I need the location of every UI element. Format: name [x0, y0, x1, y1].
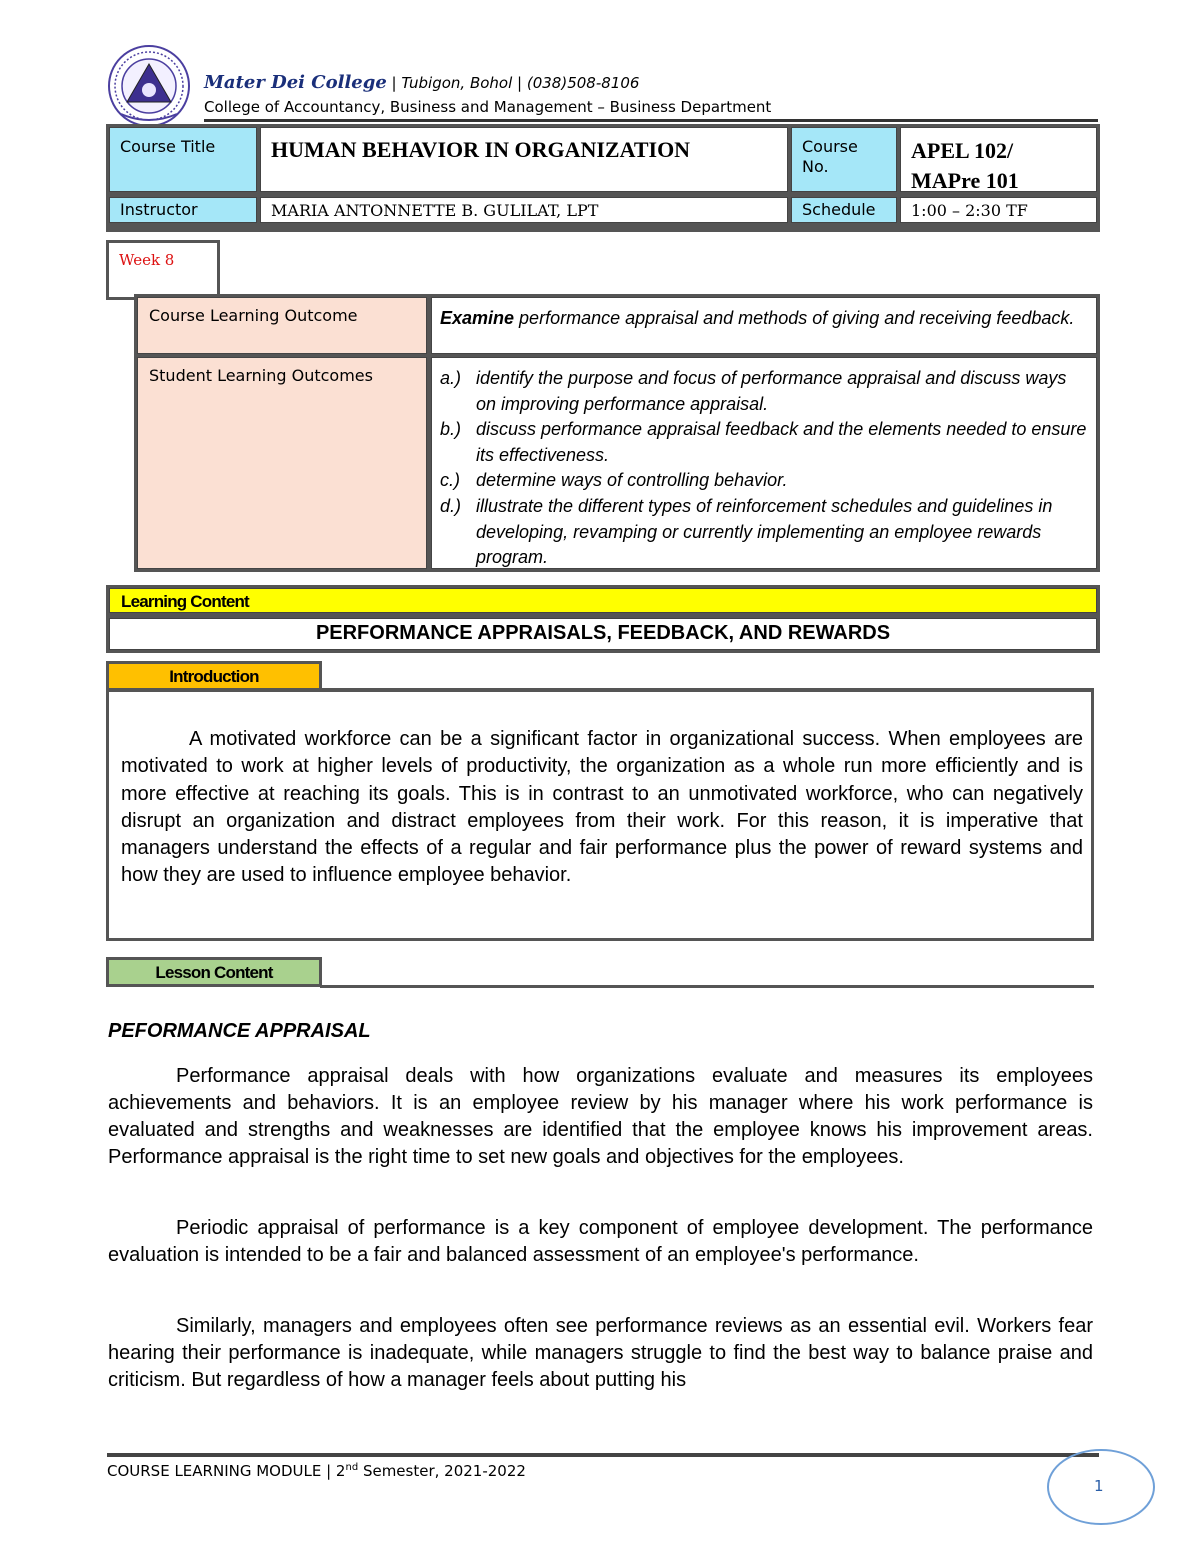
course-no-label [792, 128, 896, 186]
introduction-paragraph: A motivated workforce can be a significant factor in organizational success. When employees are motivated to work at higher levels of productivity, the organization as a whole run more efficiently and is more effective at reaching its goals. This is in contrast to an unmotivated workforce, who can negatively disrupt an organization and distract employees from their work. For this reason, it is imperative that managers understand the effects of a regular and fair performance plus the power of reward systems and how they are used to influence employee behavior. [121, 728, 1083, 887]
list-text: determine ways of controlling behavior. [476, 470, 788, 491]
page-number: 1 [1094, 1477, 1104, 1495]
course-title-label: Course Title [120, 137, 216, 156]
course-no-line2: MAPre 101 [911, 168, 1019, 193]
course-no-label-cell [791, 127, 897, 192]
instructor-label-cell [109, 197, 257, 223]
footer-ordinal: nd [345, 1462, 359, 1473]
clo-description: performance appraisal and methods of giving and receiving feedback. [514, 308, 1075, 328]
learning-content-box [106, 585, 1100, 653]
course-info-table [106, 124, 1100, 232]
introduction-label: Introduction [169, 667, 259, 686]
week-tab [106, 240, 220, 300]
learning-content-title-cell [109, 618, 1097, 650]
clo-label-cell [137, 297, 427, 354]
list-marker: c.) [440, 470, 460, 491]
college-location: | Tubigon, Bohol | (038)508-8106 [386, 74, 640, 92]
list-item [440, 468, 1088, 494]
header-rule [204, 119, 1098, 122]
lesson-tab-rule [320, 985, 1094, 988]
learning-content-label-cell [109, 588, 1097, 613]
department-name: College of Accountancy, Business and Management – Business Department [204, 98, 772, 116]
lesson-paragraph-2: Periodic appraisal of performance is a key component of employee development. The performance evaluation is intended to be a fair and balanced assessment of an employee's performance. [108, 1217, 1093, 1266]
lesson-paragraph-3: Similarly, managers and employees often see performance reviews as an essential evil. Workers fear hearing their performance is inadequate, while managers struggle to find the best way to balance praise and criticism. But regardless of how a manager feels about putting his [108, 1315, 1093, 1391]
course-no-line1: APEL 102/ [911, 138, 1014, 163]
list-item [440, 494, 1088, 571]
lesson-content-label: Lesson Content [155, 963, 273, 982]
list-text: illustrate the different types of reinforcement schedules and guidelines in developing, revamping or currently implementing an employee rewards program. [476, 495, 1053, 568]
course-title-label-cell [109, 127, 257, 192]
college-seal-logo [107, 44, 191, 128]
slo-list [432, 358, 1096, 579]
list-text: identify the purpose and focus of performance appraisal and discuss ways on improving performance appraisal. [476, 368, 1067, 414]
list-marker: a.) [440, 368, 462, 388]
lesson-content-tab [106, 957, 322, 987]
course-title-cell [260, 127, 788, 192]
footer-rule [107, 1453, 1099, 1457]
slo-label-cell [137, 357, 427, 569]
introduction-tab [106, 661, 322, 691]
section-heading: PEFORMANCE APPRAISAL [108, 1020, 371, 1042]
course-no-label-line1: Course [802, 137, 858, 156]
instructor-name: MARIA ANTONNETTE B. GULILAT, LPT [271, 201, 599, 220]
college-name: Mater Dei College [204, 72, 387, 93]
clo-cell [431, 297, 1097, 354]
schedule-value: 1:00 – 2:30 TF [911, 201, 1028, 220]
course-no [901, 128, 1096, 204]
list-item [440, 417, 1088, 468]
slo-cell [431, 357, 1097, 569]
list-item [440, 366, 1088, 417]
list-marker: b.) [440, 419, 462, 440]
footer-semester: Semester, 2021-2022 [358, 1462, 526, 1480]
clo-text [432, 298, 1096, 339]
introduction-box [106, 689, 1094, 941]
list-text: discuss performance appraisal feedback and the elements needed to ensure its effectiveness. [476, 419, 1087, 465]
schedule-label: Schedule [802, 200, 876, 219]
course-no-label-line2: No. [802, 157, 829, 176]
instructor-label: Instructor [120, 200, 198, 219]
schedule-cell [900, 197, 1097, 223]
slo-label: Student Learning Outcomes [149, 366, 373, 385]
clo-verb: Examine [440, 308, 515, 328]
week-label: Week 8 [119, 251, 175, 269]
introduction-text [121, 726, 1083, 890]
schedule-label-cell [791, 197, 897, 223]
clo-label: Course Learning Outcome [149, 306, 358, 325]
instructor-cell [260, 197, 788, 223]
lesson-paragraph-1: Performance appraisal deals with how organizations evaluate and measures its employees achievements and behaviors. It is an employee review by his manager where his work performance is evaluated and strengths and weaknesses are identified that the employee knows his improvement areas. Performance appraisal is the right time to set new goals and objectives for the employees. [108, 1065, 1093, 1168]
course-no-cell [900, 127, 1097, 192]
learning-content-label: Learning Content [121, 592, 249, 611]
list-marker: d.) [440, 495, 462, 516]
footer-text [107, 1462, 526, 1480]
college-header [204, 72, 639, 93]
learning-content-title: PERFORMANCE APPRAISALS, FEEDBACK, AND REWARDS [315, 622, 891, 644]
course-title: HUMAN BEHAVIOR IN ORGANIZATION [271, 137, 691, 162]
footer-module: COURSE LEARNING MODULE | 2 [107, 1462, 346, 1480]
learning-outcomes-table [134, 294, 1100, 572]
